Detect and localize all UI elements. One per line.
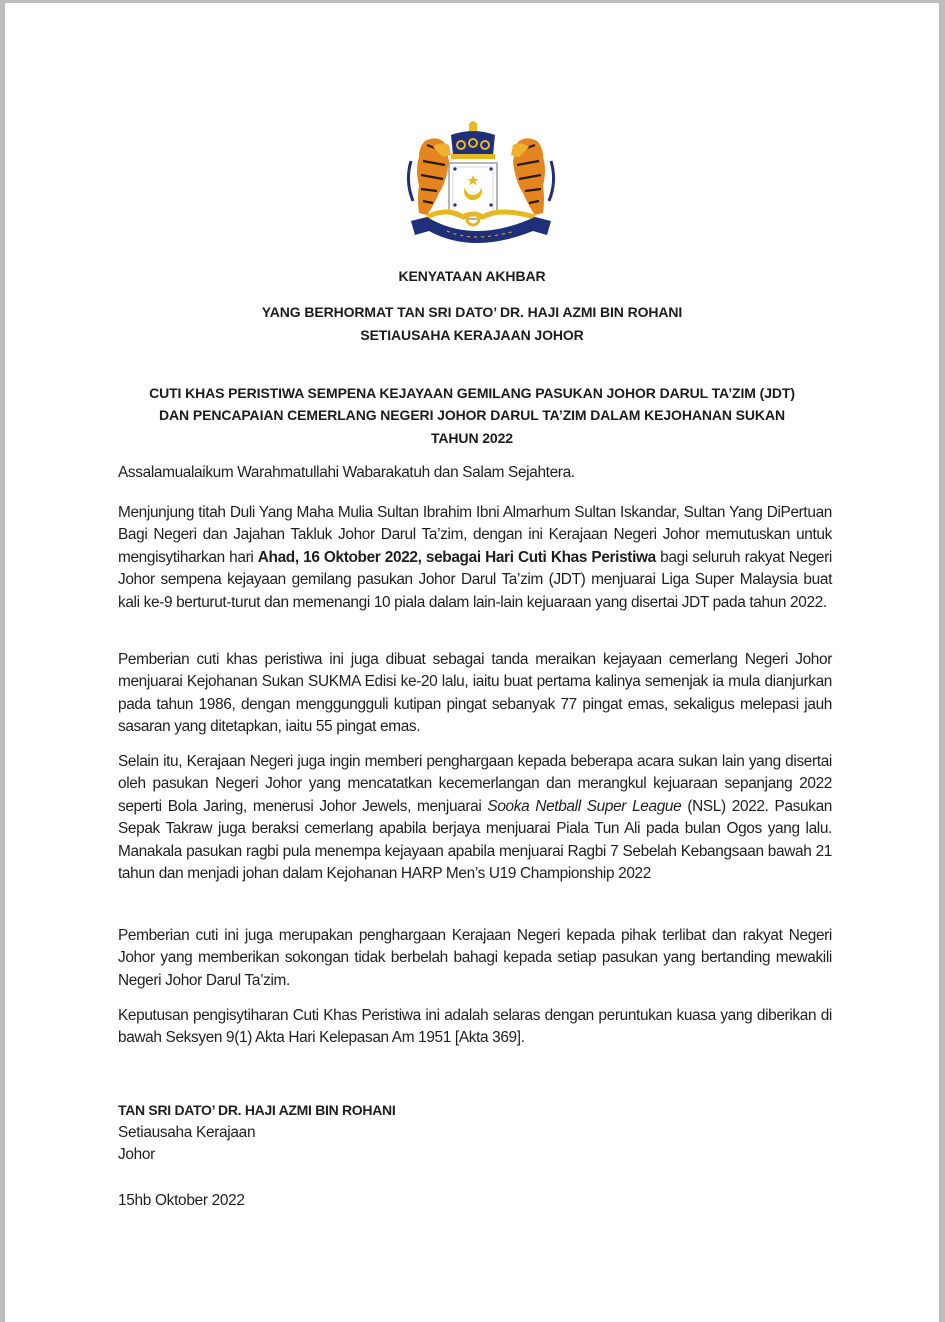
gold-scroll-icon xyxy=(427,212,535,225)
paragraph-3 xyxy=(118,751,832,885)
paragraph-3-text-cont: (NSL) 2022. Pasukan Sepak Takraw juga beraksi cemerlang apabila berjaya menjuarai Piala Tun Ali pada bulan Ogos yang lalu. Manakala pasukan ragbi pula menempa kejayaan apabila menjuarai Ragbi 7 Sebelah Kebangsaan bawah 21 tahun dan menjadi johan dalam Kejohanan HARP Men’s U19 Championship 2022 xyxy=(118,797,832,883)
signatory-name: TAN SRI DATO’ DR. HAJI AZMI BIN ROHANI xyxy=(118,1102,396,1118)
paragraph-4: Pemberian cuti ini juga merupakan penghargaan Kerajaan Negeri kepada pihak terlibat dan rakyat Negeri Johor yang memberikan sokongan tidak berbelah bahagi kepada setiap pasukan yang bertanding mewakili Negeri Johor Darul Ta’zim. xyxy=(118,927,832,989)
issuer-position: SETIAUSAHA KERAJAAN JOHOR xyxy=(360,327,584,343)
signatory-state: Johor xyxy=(118,1146,155,1163)
issuer-name: YANG BERHORMAT TAN SRI DATO’ DR. HAJI AZMI BIN ROHANI xyxy=(261,304,683,320)
paragraph-1 xyxy=(118,502,832,614)
paragraph-1-text-cont: bagi seluruh rakyat Negeri Johor sempena kejayaan gemilang pasukan Johor Darul Ta’zim (JDT) menjuarai Liga Super Malaysia buat kali ke-9 berturut-turut dan memenangi 10 piala dalam lain-lain kejuaraan yang disertai JDT pada tahun 2022. xyxy=(118,548,832,611)
statement-title-line-2: DAN PENCAPAIAN CEMERLANG NEGERI JOHOR DARUL TA’ZIM DALAM KEJOHANAN SUKAN xyxy=(159,407,785,423)
crown-icon xyxy=(451,121,495,159)
statement-date: 15hb Oktober 2022 xyxy=(118,1191,245,1209)
document-page xyxy=(5,3,939,1322)
league-name-italic: Sooka Netball Super League xyxy=(487,797,682,815)
paragraph-5: Keputusan pengisytiharan Cuti Khas Peristiwa ini adalah selaras dengan peruntukan kuasa yang diberikan di bawah Seksyen 9(1) Akta Hari Kelepasan Am 1951 [Akta 369]. xyxy=(118,1007,832,1047)
statement-title-line-1: CUTI KHAS PERISTIWA SEMPENA KEJAYAAN GEMILANG PASUKAN JOHOR DARUL TA’ZIM (JDT) xyxy=(149,385,795,401)
paragraph-1-text: Menjunjung titah Duli Yang Maha Mulia Sultan Ibrahim Ibni Almarhum Sultan Iskandar, Sultan Yang DiPertuan Bagi Negeri dan Jajahan Takluk Johor Darul Ta’zim, dengan ini Kerajaan Negeri Johor memutuskan untuk mengisytiharkan hari xyxy=(118,504,832,566)
paragraph-3-text: Selain itu, Kerajaan Negeri juga ingin memberi penghargaan kepada beberapa acara sukan lain yang disertai oleh pasukan Negeri Johor yang mencatatkan kecemerlangan dan merangkul kejuaraan sepanjang 2022 seperti Bola Jaring, menerusi Johor Jewels, menjuarai xyxy=(118,753,832,815)
right-tiger-icon xyxy=(511,138,554,215)
press-statement-label: KENYATAAN AKHBAR xyxy=(398,268,546,284)
johor-coat-of-arms-icon xyxy=(397,121,565,249)
paragraph-2: Pemberian cuti khas peristiwa ini juga dibuat sebagai tanda meraikan kejayaan cemerlang Negeri Johor menjuarai Kejohanan Sukan SUKMA Edisi ke-20 lalu, iaitu buat pertama kalinya semenjak ia mula dianjurkan pada tahun 1986, dengan menggungguli kutipan pingat sebanyak 77 pingat emas, sekaligus melepasi jauh sasaran yang ditetapkan, iaitu 55 pingat emas. xyxy=(118,651,832,736)
left-tiger-icon xyxy=(408,138,451,215)
signatory-position: Setiausaha Kerajaan xyxy=(118,1123,256,1141)
statement-title-line-3: TAHUN 2022 xyxy=(431,430,513,446)
holiday-date-highlight: Ahad, 16 Oktober 2022, sebagai Hari Cuti Khas Peristiwa xyxy=(257,548,656,566)
shield-icon xyxy=(449,163,497,219)
motto-ribbon-icon xyxy=(411,217,551,243)
signature-block xyxy=(118,1099,395,1212)
greeting-paragraph: Assalamualaikum Warahmatullahi Wabarakatuh dan Salam Sejahtera. xyxy=(118,464,575,481)
